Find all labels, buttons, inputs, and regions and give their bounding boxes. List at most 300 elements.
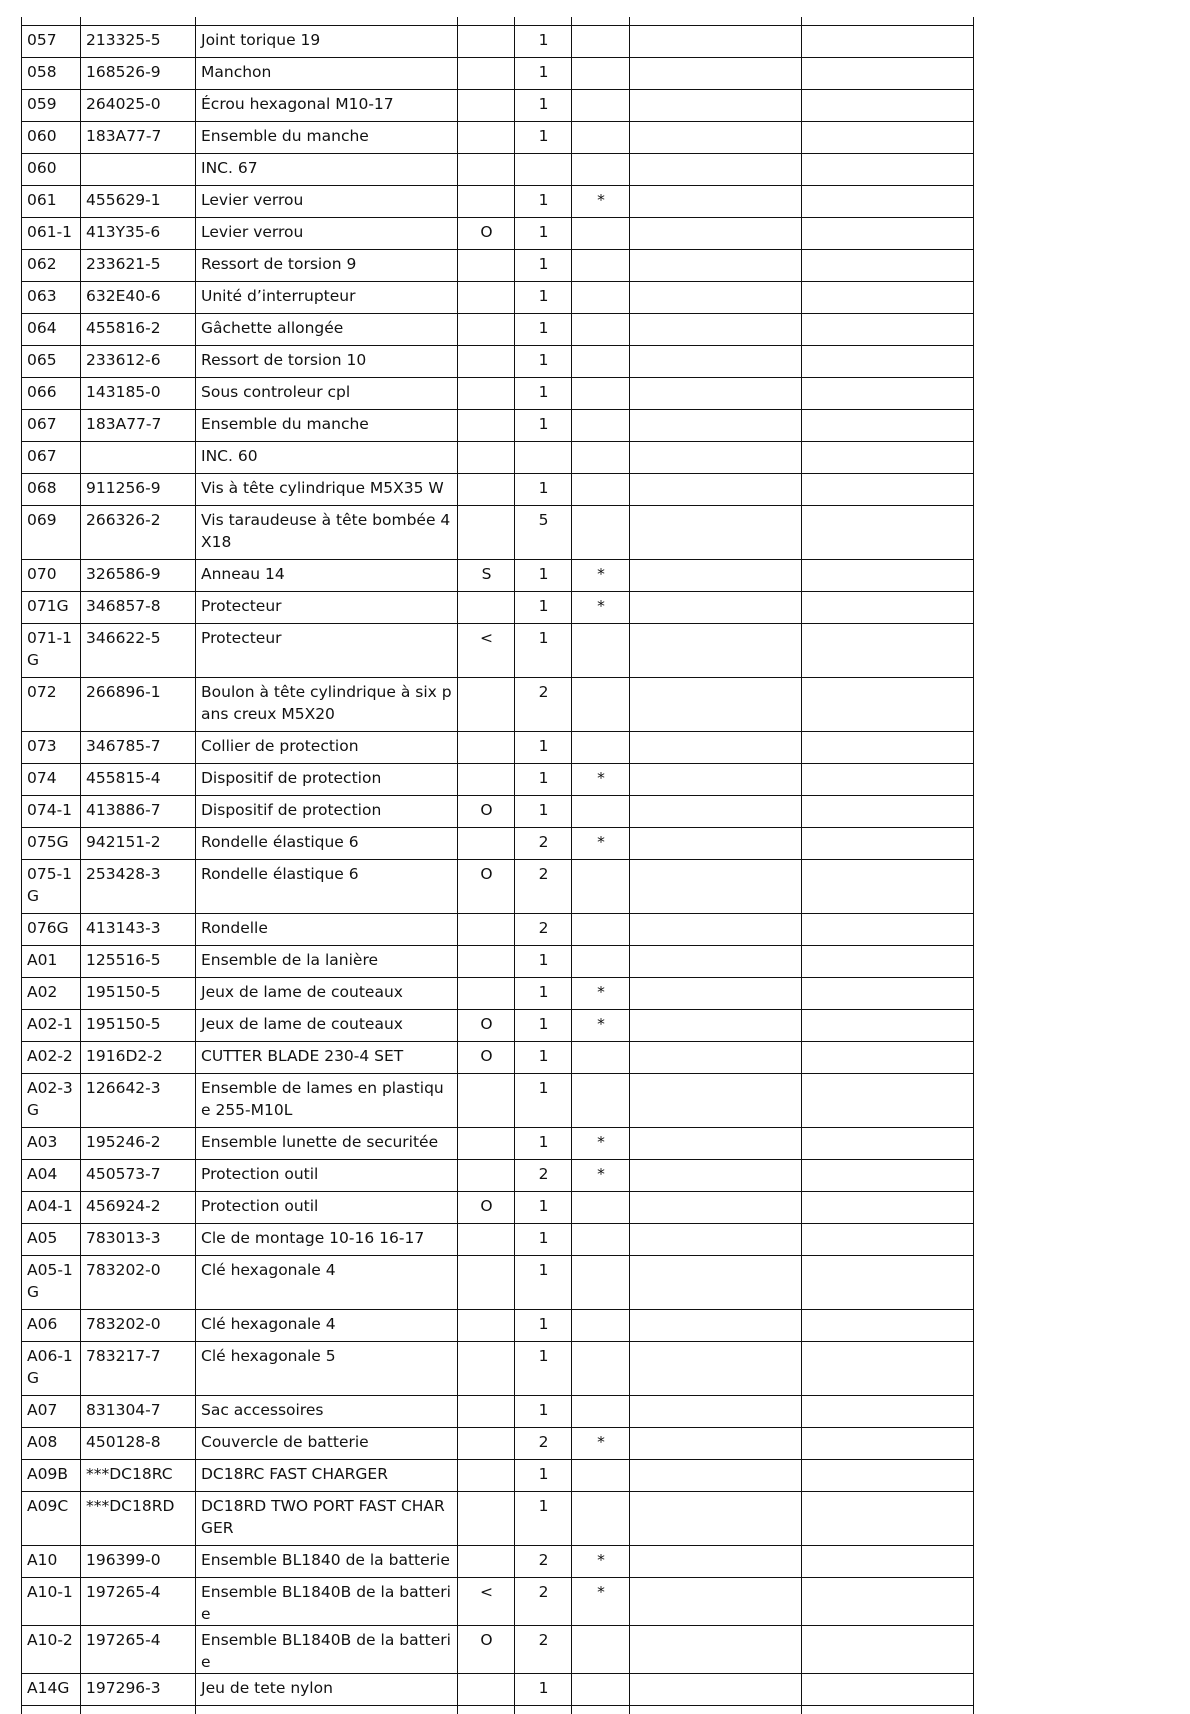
table-row	[22, 1010, 974, 1042]
extra-2-cell	[802, 1160, 974, 1192]
quantity-cell: 1	[515, 250, 572, 282]
extra-1-cell	[630, 1578, 802, 1626]
extra-1-cell	[630, 946, 802, 978]
description-cell: Clé hexagonale 4	[196, 1310, 458, 1342]
flag-cell	[572, 1192, 630, 1224]
description-cell: CUTTER BLADE 230-4 SET	[196, 1042, 458, 1074]
extra-1-cell	[630, 1074, 802, 1128]
part-no-cell: 233621-5	[81, 250, 196, 282]
flag-cell	[572, 1256, 630, 1310]
quantity-cell: 2	[515, 1160, 572, 1192]
flag-cell: *	[572, 592, 630, 624]
item-no-cell: 068	[22, 474, 81, 506]
note-cell	[458, 1460, 515, 1492]
column-border-stub	[80, 1706, 82, 1714]
note-cell	[458, 506, 515, 560]
flag-cell: *	[572, 1160, 630, 1192]
flag-cell	[572, 90, 630, 122]
note-cell	[458, 914, 515, 946]
flag-cell	[572, 1042, 630, 1074]
extra-2-cell	[802, 186, 974, 218]
flag-cell	[572, 678, 630, 732]
note-cell	[458, 378, 515, 410]
description-cell: Couvercle de batterie	[196, 1428, 458, 1460]
description-cell: Gâchette allongée	[196, 314, 458, 346]
table-row	[22, 410, 974, 442]
quantity-cell: 1	[515, 1074, 572, 1128]
extra-2-cell	[802, 860, 974, 914]
table-row	[22, 1256, 974, 1310]
item-no-cell: 072	[22, 678, 81, 732]
note-cell	[458, 346, 515, 378]
table-row	[22, 678, 974, 732]
quantity-cell: 2	[515, 1626, 572, 1674]
quantity-cell: 1	[515, 946, 572, 978]
item-no-cell: A05	[22, 1224, 81, 1256]
extra-1-cell	[630, 624, 802, 678]
description-cell: Rondelle élastique 6	[196, 860, 458, 914]
extra-1-cell	[630, 1192, 802, 1224]
table-row	[22, 1428, 974, 1460]
flag-cell	[572, 1626, 630, 1674]
column-border-stub	[629, 1706, 631, 1714]
extra-2-cell	[802, 1128, 974, 1160]
table-row	[22, 796, 974, 828]
extra-1-cell	[630, 442, 802, 474]
part-no-cell: 183A77-7	[81, 410, 196, 442]
note-cell	[458, 410, 515, 442]
table-row	[22, 90, 974, 122]
item-no-cell: A09B	[22, 1460, 81, 1492]
extra-2-cell	[802, 26, 974, 58]
part-no-cell: 942151-2	[81, 828, 196, 860]
extra-2-cell	[802, 1224, 974, 1256]
quantity-cell: 1	[515, 764, 572, 796]
part-no-cell: 143185-0	[81, 378, 196, 410]
extra-2-cell	[802, 90, 974, 122]
extra-2-cell	[802, 978, 974, 1010]
extra-1-cell	[630, 474, 802, 506]
quantity-cell: 2	[515, 1578, 572, 1626]
part-no-cell: 450573-7	[81, 1160, 196, 1192]
note-cell	[458, 592, 515, 624]
description-cell: DC18RC FAST CHARGER	[196, 1460, 458, 1492]
table-row	[22, 26, 974, 58]
item-no-cell: A06	[22, 1310, 81, 1342]
column-border-stub	[801, 1706, 803, 1714]
note-cell: <	[458, 1578, 515, 1626]
part-no-cell: 831304-7	[81, 1396, 196, 1428]
flag-cell	[572, 796, 630, 828]
extra-2-cell	[802, 828, 974, 860]
table-row	[22, 1310, 974, 1342]
table-row	[22, 58, 974, 90]
extra-1-cell	[630, 592, 802, 624]
flag-cell	[572, 1492, 630, 1546]
part-no-cell: 456924-2	[81, 1192, 196, 1224]
note-cell	[458, 1546, 515, 1578]
quantity-cell: 2	[515, 828, 572, 860]
flag-cell	[572, 378, 630, 410]
description-cell: Sous controleur cpl	[196, 378, 458, 410]
note-cell	[458, 1224, 515, 1256]
flag-cell: *	[572, 978, 630, 1010]
description-cell: Boulon à tête cylindrique à six pans creux M5X20	[196, 678, 458, 732]
flag-cell	[572, 1224, 630, 1256]
extra-1-cell	[630, 346, 802, 378]
extra-1-cell	[630, 1224, 802, 1256]
quantity-cell: 1	[515, 474, 572, 506]
table-row	[22, 1074, 974, 1128]
flag-cell: *	[572, 186, 630, 218]
part-no-cell: 183A77-7	[81, 122, 196, 154]
extra-1-cell	[630, 282, 802, 314]
extra-2-cell	[802, 346, 974, 378]
note-cell	[458, 122, 515, 154]
quantity-cell: 1	[515, 122, 572, 154]
flag-cell	[572, 346, 630, 378]
item-no-cell: 071-1G	[22, 624, 81, 678]
table-row	[22, 154, 974, 186]
description-cell: Levier verrou	[196, 186, 458, 218]
table-row	[22, 1492, 974, 1546]
flag-cell	[572, 442, 630, 474]
extra-1-cell	[630, 1310, 802, 1342]
extra-2-cell	[802, 678, 974, 732]
note-cell	[458, 732, 515, 764]
note-cell: O	[458, 1192, 515, 1224]
extra-2-cell	[802, 1492, 974, 1546]
quantity-cell: 1	[515, 1342, 572, 1396]
quantity-cell: 1	[515, 592, 572, 624]
table-row	[22, 946, 974, 978]
flag-cell: *	[572, 828, 630, 860]
item-no-cell: A10-2	[22, 1626, 81, 1674]
item-no-cell: A04	[22, 1160, 81, 1192]
extra-1-cell	[630, 378, 802, 410]
item-no-cell: 067	[22, 410, 81, 442]
note-cell	[458, 250, 515, 282]
extra-1-cell	[630, 1256, 802, 1310]
column-border-stub	[571, 1706, 573, 1714]
flag-cell	[572, 58, 630, 90]
part-no-cell: 911256-9	[81, 474, 196, 506]
extra-1-cell	[630, 796, 802, 828]
item-no-cell: 075G	[22, 828, 81, 860]
table-row	[22, 1042, 974, 1074]
quantity-cell: 1	[515, 796, 572, 828]
part-no-cell: 266896-1	[81, 678, 196, 732]
extra-2-cell	[802, 218, 974, 250]
quantity-cell: 1	[515, 186, 572, 218]
table-row	[22, 1578, 974, 1626]
part-no-cell: 346857-8	[81, 592, 196, 624]
part-no-cell: 346622-5	[81, 624, 196, 678]
item-no-cell: A10	[22, 1546, 81, 1578]
item-no-cell: 063	[22, 282, 81, 314]
item-no-cell: 062	[22, 250, 81, 282]
table-row	[22, 1674, 974, 1706]
part-no-cell: 632E40-6	[81, 282, 196, 314]
note-cell	[458, 1396, 515, 1428]
item-no-cell: 060	[22, 154, 81, 186]
part-no-cell: 126642-3	[81, 1074, 196, 1128]
note-cell	[458, 186, 515, 218]
extra-1-cell	[630, 914, 802, 946]
flag-cell	[572, 946, 630, 978]
item-no-cell: A14G	[22, 1674, 81, 1706]
extra-2-cell	[802, 732, 974, 764]
extra-2-cell	[802, 1546, 974, 1578]
extra-1-cell	[630, 1042, 802, 1074]
note-cell: O	[458, 860, 515, 914]
extra-2-cell	[802, 1342, 974, 1396]
column-border-stub	[21, 1706, 23, 1714]
part-no-cell: 195150-5	[81, 978, 196, 1010]
description-cell: Ensemble du manche	[196, 410, 458, 442]
item-no-cell: A04-1	[22, 1192, 81, 1224]
part-no-cell: 455629-1	[81, 186, 196, 218]
flag-cell: *	[572, 764, 630, 796]
table-row	[22, 1342, 974, 1396]
description-cell: INC. 60	[196, 442, 458, 474]
extra-1-cell	[630, 1546, 802, 1578]
part-no-cell: 783202-0	[81, 1256, 196, 1310]
description-cell: Ensemble BL1840 de la batterie	[196, 1546, 458, 1578]
quantity-cell: 1	[515, 1310, 572, 1342]
extra-1-cell	[630, 90, 802, 122]
extra-1-cell	[630, 678, 802, 732]
description-cell: Ensemble lunette de securitée	[196, 1128, 458, 1160]
extra-1-cell	[630, 410, 802, 442]
note-cell	[458, 1428, 515, 1460]
column-border-stub	[514, 1706, 516, 1714]
flag-cell	[572, 282, 630, 314]
part-no-cell: 197265-4	[81, 1578, 196, 1626]
column-border-stub	[457, 17, 459, 25]
quantity-cell: 1	[515, 1460, 572, 1492]
note-cell	[458, 764, 515, 796]
extra-2-cell	[802, 1460, 974, 1492]
part-no-cell: ***DC18RC	[81, 1460, 196, 1492]
quantity-cell: 1	[515, 624, 572, 678]
note-cell	[458, 1310, 515, 1342]
quantity-cell: 1	[515, 560, 572, 592]
extra-2-cell	[802, 410, 974, 442]
extra-1-cell	[630, 1342, 802, 1396]
extra-2-cell	[802, 250, 974, 282]
note-cell	[458, 946, 515, 978]
column-border-stub	[514, 17, 516, 25]
table-row	[22, 978, 974, 1010]
table-row	[22, 860, 974, 914]
column-border-stub	[571, 17, 573, 25]
extra-2-cell	[802, 560, 974, 592]
extra-1-cell	[630, 58, 802, 90]
table-row	[22, 1396, 974, 1428]
extra-2-cell	[802, 764, 974, 796]
item-no-cell: A02-1	[22, 1010, 81, 1042]
extra-1-cell	[630, 122, 802, 154]
quantity-cell: 2	[515, 678, 572, 732]
quantity-cell: 5	[515, 506, 572, 560]
extra-2-cell	[802, 1010, 974, 1042]
note-cell	[458, 828, 515, 860]
extra-2-cell	[802, 314, 974, 346]
extra-1-cell	[630, 1492, 802, 1546]
flag-cell: *	[572, 1546, 630, 1578]
extra-2-cell	[802, 796, 974, 828]
flag-cell	[572, 250, 630, 282]
item-no-cell: A06-1G	[22, 1342, 81, 1396]
extra-2-cell	[802, 1256, 974, 1310]
extra-2-cell	[802, 506, 974, 560]
note-cell: <	[458, 624, 515, 678]
item-no-cell: 074-1	[22, 796, 81, 828]
quantity-cell	[515, 154, 572, 186]
part-no-cell: 233612-6	[81, 346, 196, 378]
flag-cell	[572, 506, 630, 560]
item-no-cell: 058	[22, 58, 81, 90]
description-cell: Joint torique 19	[196, 26, 458, 58]
extra-1-cell	[630, 1674, 802, 1706]
part-no-cell: 213325-5	[81, 26, 196, 58]
table-row	[22, 1546, 974, 1578]
item-no-cell: 069	[22, 506, 81, 560]
item-no-cell: 070	[22, 560, 81, 592]
note-cell	[458, 58, 515, 90]
quantity-cell: 1	[515, 90, 572, 122]
extra-1-cell	[630, 26, 802, 58]
quantity-cell: 1	[515, 1674, 572, 1706]
extra-2-cell	[802, 592, 974, 624]
extra-2-cell	[802, 946, 974, 978]
table-row	[22, 314, 974, 346]
part-no-cell: 455815-4	[81, 764, 196, 796]
part-no-cell: 264025-0	[81, 90, 196, 122]
flag-cell	[572, 314, 630, 346]
column-border-stub	[973, 17, 975, 25]
part-no-cell	[81, 154, 196, 186]
quantity-cell: 2	[515, 1546, 572, 1578]
description-cell: Protecteur	[196, 592, 458, 624]
quantity-cell: 1	[515, 346, 572, 378]
note-cell	[458, 1128, 515, 1160]
table-row	[22, 764, 974, 796]
table-row	[22, 122, 974, 154]
description-cell: Écrou hexagonal M10-17	[196, 90, 458, 122]
item-no-cell: A02	[22, 978, 81, 1010]
part-no-cell: 196399-0	[81, 1546, 196, 1578]
note-cell	[458, 26, 515, 58]
extra-1-cell	[630, 186, 802, 218]
extra-2-cell	[802, 1310, 974, 1342]
note-cell	[458, 1492, 515, 1546]
description-cell: Protection outil	[196, 1160, 458, 1192]
item-no-cell: 071G	[22, 592, 81, 624]
extra-2-cell	[802, 282, 974, 314]
quantity-cell: 1	[515, 58, 572, 90]
table-row	[22, 282, 974, 314]
table-row	[22, 732, 974, 764]
note-cell	[458, 282, 515, 314]
column-border-stub	[80, 17, 82, 25]
description-cell: Vis à tête cylindrique M5X35 W	[196, 474, 458, 506]
table-row	[22, 1224, 974, 1256]
flag-cell	[572, 218, 630, 250]
extra-1-cell	[630, 860, 802, 914]
part-no-cell: 783202-0	[81, 1310, 196, 1342]
note-cell: S	[458, 560, 515, 592]
description-cell: Jeu de tete nylon	[196, 1674, 458, 1706]
column-border-stub	[457, 1706, 459, 1714]
item-no-cell: 064	[22, 314, 81, 346]
description-cell: Ressort de torsion 9	[196, 250, 458, 282]
part-no-cell: 125516-5	[81, 946, 196, 978]
part-no-cell: 783217-7	[81, 1342, 196, 1396]
flag-cell	[572, 732, 630, 764]
table-row	[22, 1460, 974, 1492]
extra-1-cell	[630, 1428, 802, 1460]
table-row	[22, 474, 974, 506]
item-no-cell: 059	[22, 90, 81, 122]
quantity-cell: 1	[515, 26, 572, 58]
item-no-cell: 073	[22, 732, 81, 764]
part-no-cell: 413143-3	[81, 914, 196, 946]
quantity-cell: 1	[515, 218, 572, 250]
description-cell: Clé hexagonale 4	[196, 1256, 458, 1310]
item-no-cell: 060	[22, 122, 81, 154]
quantity-cell: 1	[515, 314, 572, 346]
flag-cell: *	[572, 560, 630, 592]
part-no-cell: 197296-3	[81, 1674, 196, 1706]
extra-1-cell	[630, 764, 802, 796]
table-row	[22, 442, 974, 474]
part-no-cell: 195150-5	[81, 1010, 196, 1042]
extra-1-cell	[630, 1396, 802, 1428]
description-cell: Anneau 14	[196, 560, 458, 592]
flag-cell	[572, 154, 630, 186]
item-no-cell: 076G	[22, 914, 81, 946]
part-no-cell: 253428-3	[81, 860, 196, 914]
part-no-cell: 413Y35-6	[81, 218, 196, 250]
column-border-stub	[629, 17, 631, 25]
table-row	[22, 592, 974, 624]
note-cell: O	[458, 1010, 515, 1042]
flag-cell	[572, 1310, 630, 1342]
extra-1-cell	[630, 828, 802, 860]
description-cell: Ensemble BL1840B de la batterie	[196, 1578, 458, 1626]
part-no-cell	[81, 442, 196, 474]
flag-cell: *	[572, 1128, 630, 1160]
extra-1-cell	[630, 154, 802, 186]
table-row	[22, 1128, 974, 1160]
note-cell	[458, 1074, 515, 1128]
quantity-cell: 1	[515, 1192, 572, 1224]
extra-2-cell	[802, 1674, 974, 1706]
table-row	[22, 378, 974, 410]
column-border-stub	[21, 17, 23, 25]
extra-2-cell	[802, 1626, 974, 1674]
part-no-cell: 413886-7	[81, 796, 196, 828]
extra-2-cell	[802, 378, 974, 410]
extra-1-cell	[630, 560, 802, 592]
table-row	[22, 1160, 974, 1192]
quantity-cell: 1	[515, 1224, 572, 1256]
part-no-cell: 326586-9	[81, 560, 196, 592]
table-row	[22, 560, 974, 592]
part-no-cell: 783013-3	[81, 1224, 196, 1256]
